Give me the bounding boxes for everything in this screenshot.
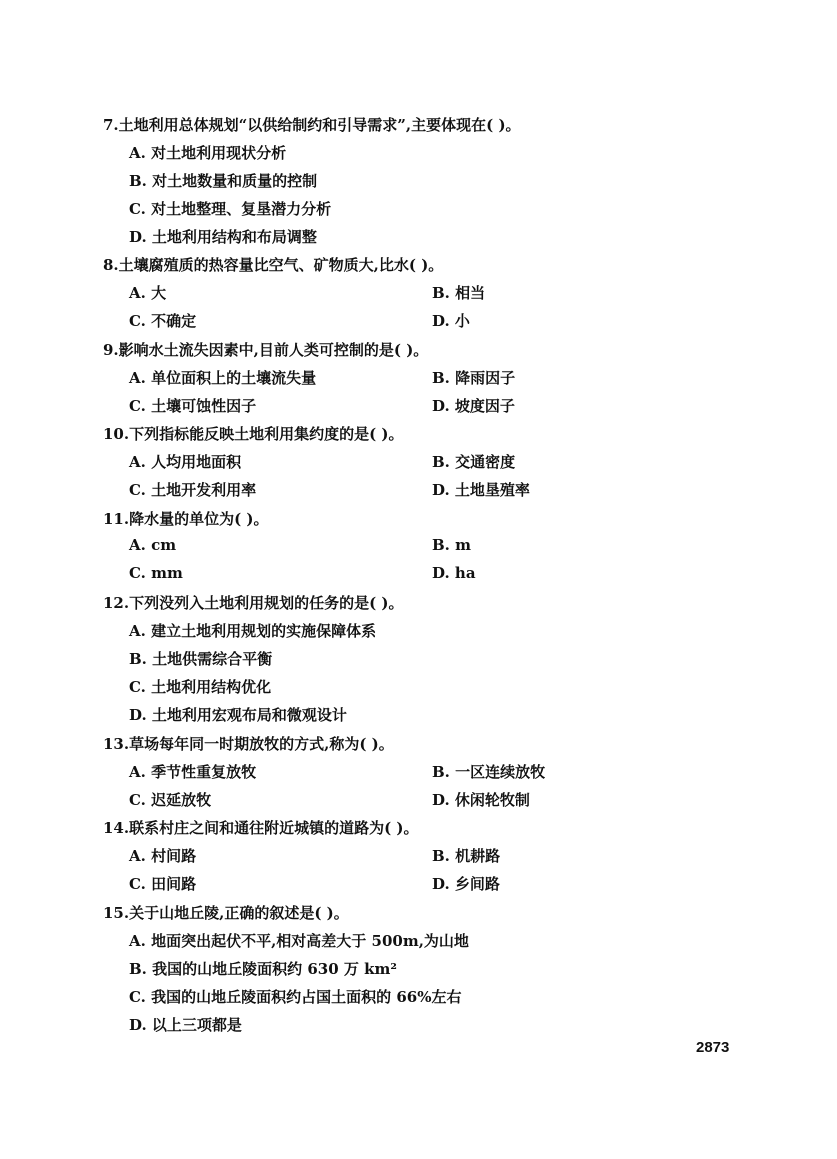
q10-option-d: D. 土地垦殖率 xyxy=(432,481,530,499)
q12-option-d: D. 土地利用宏观布局和微观设计 xyxy=(129,706,347,724)
question-11-stem: 11.降水量的单位为( )。 xyxy=(103,510,269,528)
page-number: 2873 xyxy=(696,1039,730,1056)
q13-option-d: D. 休闲轮牧制 xyxy=(432,791,530,809)
q13-option-a: A. 季节性重复放牧 xyxy=(129,763,257,781)
question-13-stem: 13.草场每年同一时期放牧的方式,称为( )。 xyxy=(103,735,394,753)
q7-option-d: D. 土地利用结构和布局调整 xyxy=(129,228,317,246)
q9-option-c: C. 土壤可蚀性因子 xyxy=(129,397,257,415)
q8-option-b: B. 相当 xyxy=(432,284,486,302)
q14-option-a: A. 村间路 xyxy=(129,847,197,865)
q12-option-b: B. 土地供需综合平衡 xyxy=(129,650,273,668)
q8-option-a: A. 大 xyxy=(129,284,167,302)
q13-option-b: B. 一区连续放牧 xyxy=(432,763,546,781)
q15-option-b: B. 我国的山地丘陵面积约 630 万 km² xyxy=(129,960,397,978)
q14-option-b: B. 机耕路 xyxy=(432,847,501,865)
q12-option-c: C. 土地利用结构优化 xyxy=(129,678,272,696)
q7-option-b: B. 对土地数量和质量的控制 xyxy=(129,172,318,190)
question-12-stem: 12.下列没列入土地利用规划的任务的是( )。 xyxy=(103,594,404,612)
q7-option-c: C. 对土地整理、复垦潜力分析 xyxy=(129,200,332,218)
question-14-stem: 14.联系村庄之间和通往附近城镇的道路为( )。 xyxy=(103,819,419,837)
q10-option-c: C. 土地开发利用率 xyxy=(129,481,257,499)
question-8-stem: 8.土壤腐殖质的热容量比空气、矿物质大,比水( )。 xyxy=(103,256,444,274)
q15-option-c: C. 我国的山地丘陵面积约占国土面积的 66%左右 xyxy=(129,988,462,1006)
question-10-stem: 10.下列指标能反映土地利用集约度的是( )。 xyxy=(103,425,404,443)
q14-option-d: D. 乡间路 xyxy=(432,875,500,893)
question-9-stem: 9.影响水土流失因素中,目前人类可控制的是( )。 xyxy=(103,341,429,359)
q11-option-d: D. ha xyxy=(432,564,476,582)
q11-option-a: A. cm xyxy=(129,536,177,554)
q9-option-a: A. 单位面积上的土壤流失量 xyxy=(129,369,317,387)
q8-option-d: D. 小 xyxy=(432,312,470,330)
q9-option-b: B. 降雨因子 xyxy=(432,369,516,387)
q7-option-a: A. 对土地利用现状分析 xyxy=(129,144,287,162)
q11-option-b: B. m xyxy=(432,536,471,554)
q13-option-c: C. 迟延放牧 xyxy=(129,791,212,809)
q11-option-c: C. mm xyxy=(129,564,183,582)
question-15-stem: 15.关于山地丘陵,正确的叙述是( )。 xyxy=(103,904,349,922)
q10-option-a: A. 人均用地面积 xyxy=(129,453,242,471)
q15-option-a: A. 地面突出起伏不平,相对高差大于 500m,为山地 xyxy=(129,932,469,950)
q14-option-c: C. 田间路 xyxy=(129,875,197,893)
q15-option-d: D. 以上三项都是 xyxy=(129,1016,242,1034)
q9-option-d: D. 坡度因子 xyxy=(432,397,515,415)
q10-option-b: B. 交通密度 xyxy=(432,453,516,471)
question-7-stem: 7.土地利用总体规划“以供给制约和引导需求”,主要体现在( )。 xyxy=(103,116,521,134)
q8-option-c: C. 不确定 xyxy=(129,312,197,330)
q12-option-a: A. 建立土地利用规划的实施保障体系 xyxy=(129,622,377,640)
